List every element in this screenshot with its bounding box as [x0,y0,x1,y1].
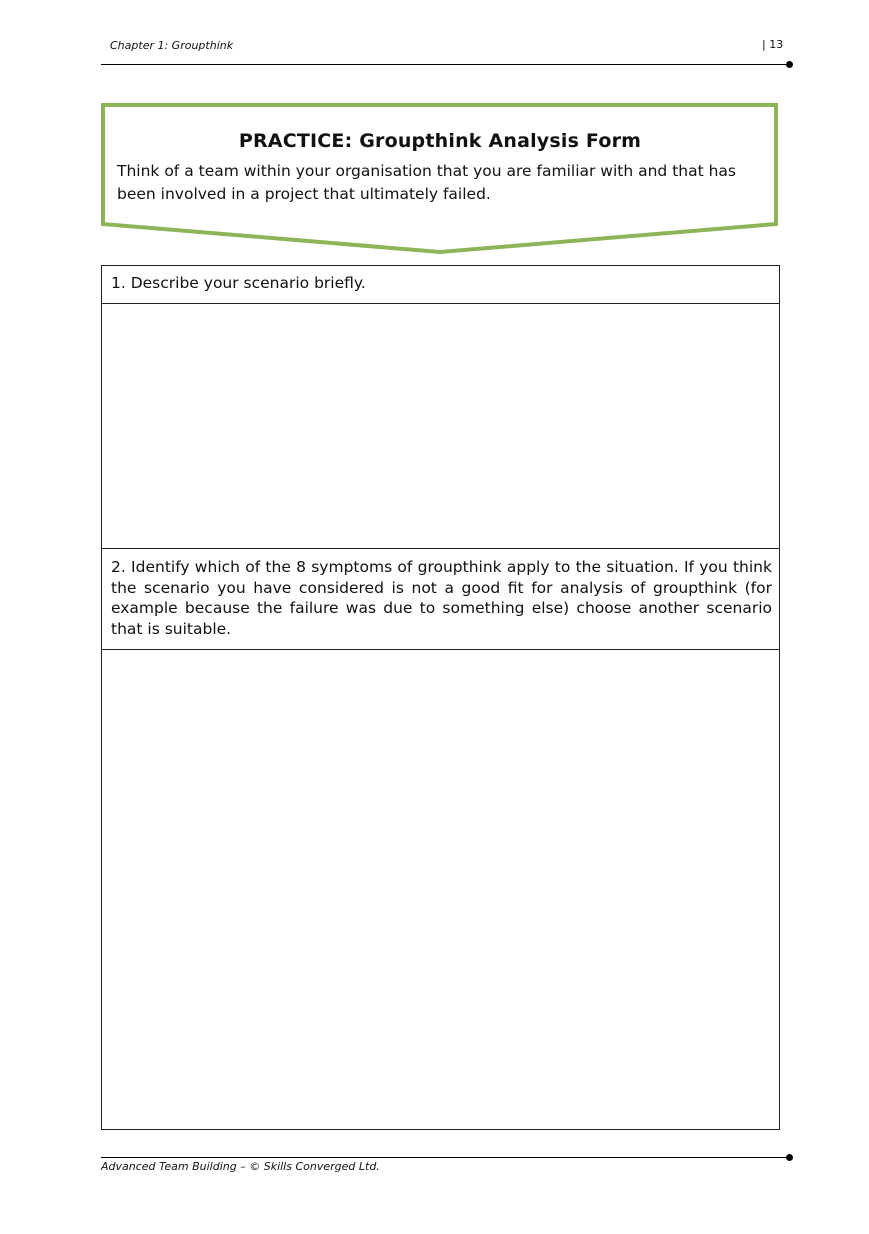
header-rule-dot [786,61,793,68]
footer-copyright: Advanced Team Building – © Skills Converged Ltd. [101,1160,380,1173]
question-1-answer-area[interactable] [102,304,779,549]
header-rule [101,64,790,65]
page-number: | 13 [762,38,784,51]
analysis-form-table [101,265,780,1130]
running-header-chapter: Chapter 1: Groupthink [110,39,234,52]
question-1-prompt: 1. Describe your scenario briefly. [102,266,779,304]
question-2-answer-area[interactable] [102,650,779,1129]
question-2-prompt: 2. Identify which of the 8 symptoms of groupthink apply to the situation. If you think the scenario you have considered is not a good fit for analysis of groupthink (for example because the failure was due to something else) choose another scenario that is suitable. [102,549,779,650]
footer-rule-dot [786,1154,793,1161]
footer-rule [101,1157,790,1158]
banner-title: PRACTICE: Groupthink Analysis Form [238,130,642,152]
banner-instructions: Think of a team within your organisation that you are familiar with and that has been involved in a project that ultimately failed. [117,162,736,203]
